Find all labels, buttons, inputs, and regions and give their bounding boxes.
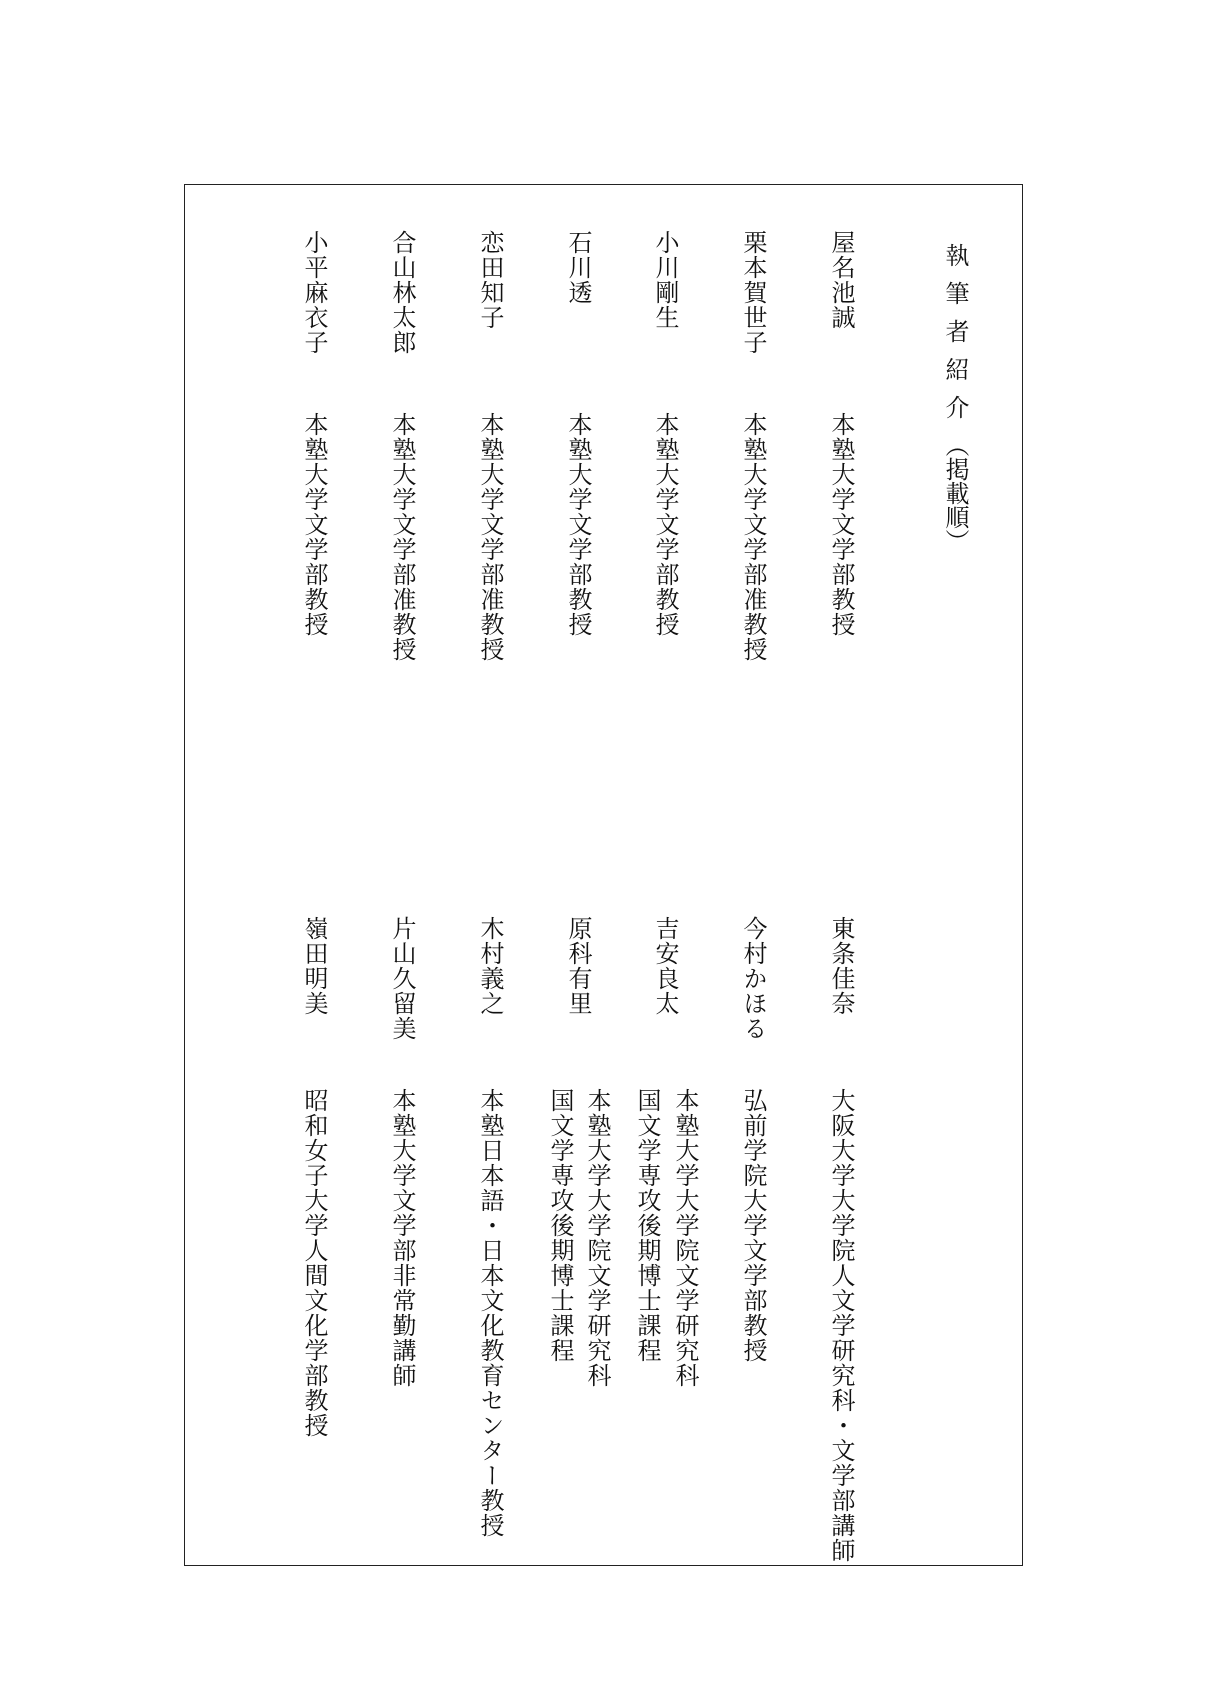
author-name: 合山林太郎 bbox=[388, 230, 416, 355]
author-name: 東条佳奈 bbox=[827, 916, 855, 1016]
author-affiliation: 本塾大学文学部教授 bbox=[827, 412, 855, 637]
author-name: 片山久留美 bbox=[388, 916, 416, 1041]
author-name: 屋名池誠 bbox=[827, 230, 855, 330]
title-note: （掲載順） bbox=[941, 433, 969, 553]
author-name: 小川剛生 bbox=[651, 230, 679, 330]
author-affiliation: 本塾大学文学部教授 bbox=[651, 412, 679, 637]
author-affiliation-line-1: 本塾大学大学院文学研究科 bbox=[583, 1088, 611, 1388]
author-affiliation: 本塾日本語・日本文化教育センター教授 bbox=[476, 1088, 504, 1538]
author-affiliation: 大阪大学大学院人文学研究科・文学部講師 bbox=[827, 1088, 855, 1563]
author-name: 小平麻衣子 bbox=[300, 230, 328, 355]
author-name: 石川透 bbox=[564, 230, 592, 305]
author-affiliation-line-2: 国文学専攻後期博士課程 bbox=[546, 1088, 574, 1363]
author-name: 原科有里 bbox=[564, 916, 592, 1016]
author-affiliation: 弘前学院大学文学部教授 bbox=[739, 1088, 767, 1363]
title-main: 執筆者紹介 bbox=[941, 243, 969, 433]
author-name: 嶺田明美 bbox=[300, 916, 328, 1016]
author-name: 吉安良太 bbox=[651, 916, 679, 1016]
author-name: 今村かほる bbox=[739, 916, 767, 1041]
page-title bbox=[943, 243, 967, 553]
author-affiliation-line-2: 国文学専攻後期博士課程 bbox=[633, 1088, 661, 1363]
author-name: 恋田知子 bbox=[476, 230, 504, 330]
author-affiliation: 本塾大学文学部准教授 bbox=[388, 412, 416, 662]
author-name: 木村義之 bbox=[476, 916, 504, 1016]
author-name: 栗本賀世子 bbox=[739, 230, 767, 355]
author-affiliation: 本塾大学文学部非常勤講師 bbox=[388, 1088, 416, 1388]
author-affiliation: 本塾大学文学部准教授 bbox=[739, 412, 767, 662]
author-affiliation: 本塾大学文学部准教授 bbox=[476, 412, 504, 662]
author-affiliation-line-1: 本塾大学大学院文学研究科 bbox=[671, 1088, 699, 1388]
author-affiliation: 本塾大学文学部教授 bbox=[564, 412, 592, 637]
author-affiliation: 本塾大学文学部教授 bbox=[300, 412, 328, 637]
author-affiliation: 昭和女子大学人間文化学部教授 bbox=[300, 1088, 328, 1438]
